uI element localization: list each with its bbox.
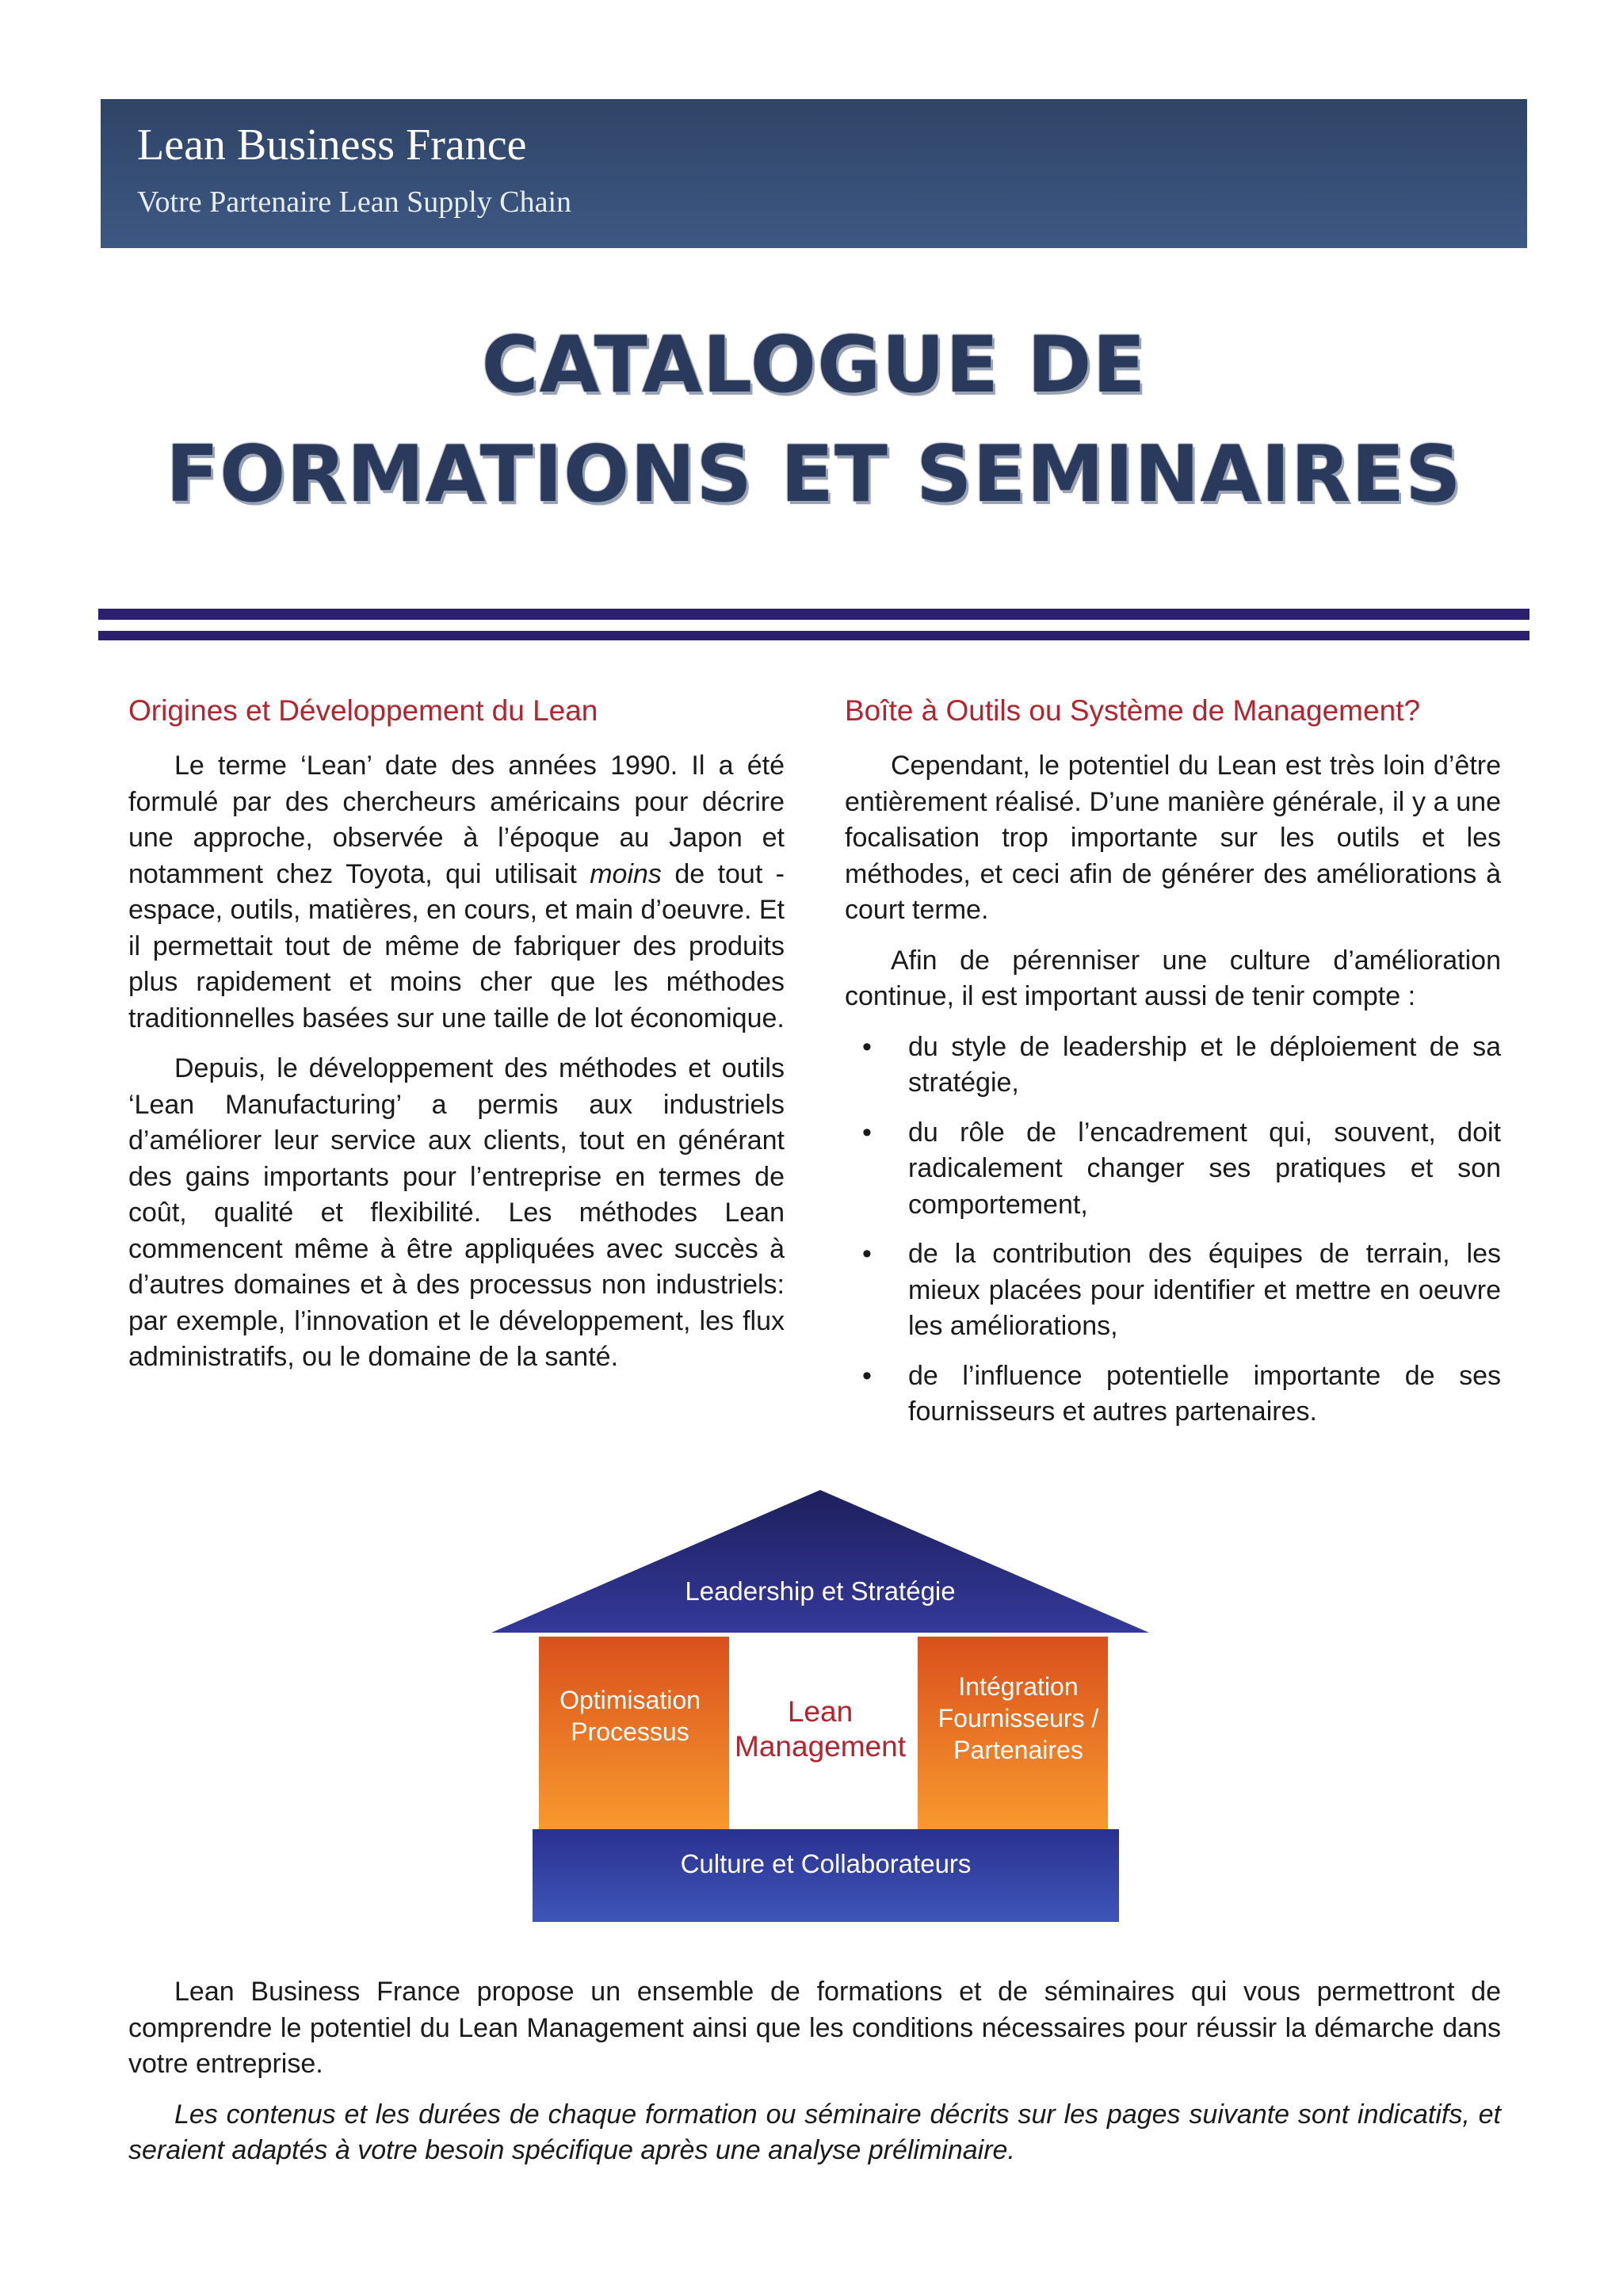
company-name: Lean Business France <box>137 120 527 170</box>
list-item: • de la contribution des équipes de terrain, les mieux placées pour identifier et mettre en oeuvre les améliorations, <box>845 1236 1501 1345</box>
lean-house-diagram <box>491 1490 1149 1922</box>
right-column <box>845 748 1501 1444</box>
center-label: Lean Management <box>735 1695 906 1763</box>
list-item: • du style de leadership et le déploiement de sa stratégie, <box>845 1030 1501 1102</box>
emphasis-word: moins <box>590 858 662 889</box>
pillar-right-label: Intégration Fournisseurs / Partenaires <box>938 1672 1099 1764</box>
pillar-left-label: Optimisation Processus <box>559 1686 701 1746</box>
left-paragraph-2: Depuis, le développement des méthodes et outils ‘Lean Manufacturing’ a permis aux industriels d’améliorer leur service aux clients, tout en générant des gains importants pour l’entreprise en termes de coût, qualité et flexibilité. Les méthodes Lean commencent même à être appliquées avec succès à d’autres domaines et à des processus non industriels: par exemple, l’innovation et le développement, les flux administratifs, ou le domaine de la santé. <box>128 1053 785 1372</box>
base-label: Culture et Collaborateurs <box>680 1849 972 1878</box>
company-tagline: Votre Partenaire Lean Supply Chain <box>137 185 572 219</box>
right-paragraph-2: Afin de pérenniser une culture d’amélioration continue, il est important aussi de tenir compte : <box>845 945 1501 1011</box>
divider-bottom <box>98 631 1529 640</box>
title-line-2: FORMATIONS ET SEMINAIRES <box>166 430 1462 520</box>
roof-label: Leadership et Stratégie <box>685 1576 956 1606</box>
left-paragraph-1: Le terme ‘Lean’ date des années 1990. Il a été formulé par des chercheurs américains pour décrire une approche, observée à l’époque au Japon et notamment chez Toyota, qui utilisait moins de tout - espace, outils, matières, en cours, et main d’oeuvre. Et il permettait tout de même de fabriquer des produits plus rapidement et moins cher que les méthodes traditionnelles basées sur une taille de lot économique. <box>128 751 785 1033</box>
header-banner <box>101 99 1527 248</box>
bullet-icon: • <box>862 1360 872 1391</box>
divider-top <box>98 609 1529 620</box>
right-paragraph-1: Cependant, le potentiel du Lean est très loin d’être entièrement réalisé. D’une manière générale, il y a une focalisation trop importante sur les outils et les méthodes, et ceci afin de générer des améliorations à court terme. <box>845 751 1501 925</box>
house-roof <box>491 1490 1149 1633</box>
list-item: • du rôle de l’encadrement qui, souvent, doit radicalement changer ses pratiques et son comportement, <box>845 1115 1501 1224</box>
list-item: • de l’influence potentielle importante de ses fournisseurs et autres partenaires. <box>845 1358 1501 1431</box>
closing-text <box>128 1974 1501 2183</box>
closing-paragraph: Lean Business France propose un ensemble de formations et de séminaires qui vous permettront de comprendre le potentiel du Lean Management ainsi que les conditions nécessaires pour réussir la démarche dans votre entreprise. <box>128 1977 1501 2079</box>
considerations-list <box>845 1030 1501 1431</box>
bullet-icon: • <box>862 1239 872 1269</box>
disclaimer-paragraph: Les contenus et les durées de chaque formation ou séminaire décrits sur les pages suivante sont indicatifs, et seraient adaptés à votre besoin spécifique après une analyse préliminaire. <box>128 2099 1501 2165</box>
bullet-icon: • <box>862 1031 872 1062</box>
bullet-icon: • <box>862 1117 872 1148</box>
catalogue-title <box>101 311 1527 529</box>
right-section-heading: Boîte à Outils ou Système de Management? <box>845 694 1421 727</box>
left-column <box>128 748 785 1390</box>
left-section-heading: Origines et Développement du Lean <box>128 694 598 727</box>
title-line-1: CATALOGUE DE <box>481 320 1147 411</box>
